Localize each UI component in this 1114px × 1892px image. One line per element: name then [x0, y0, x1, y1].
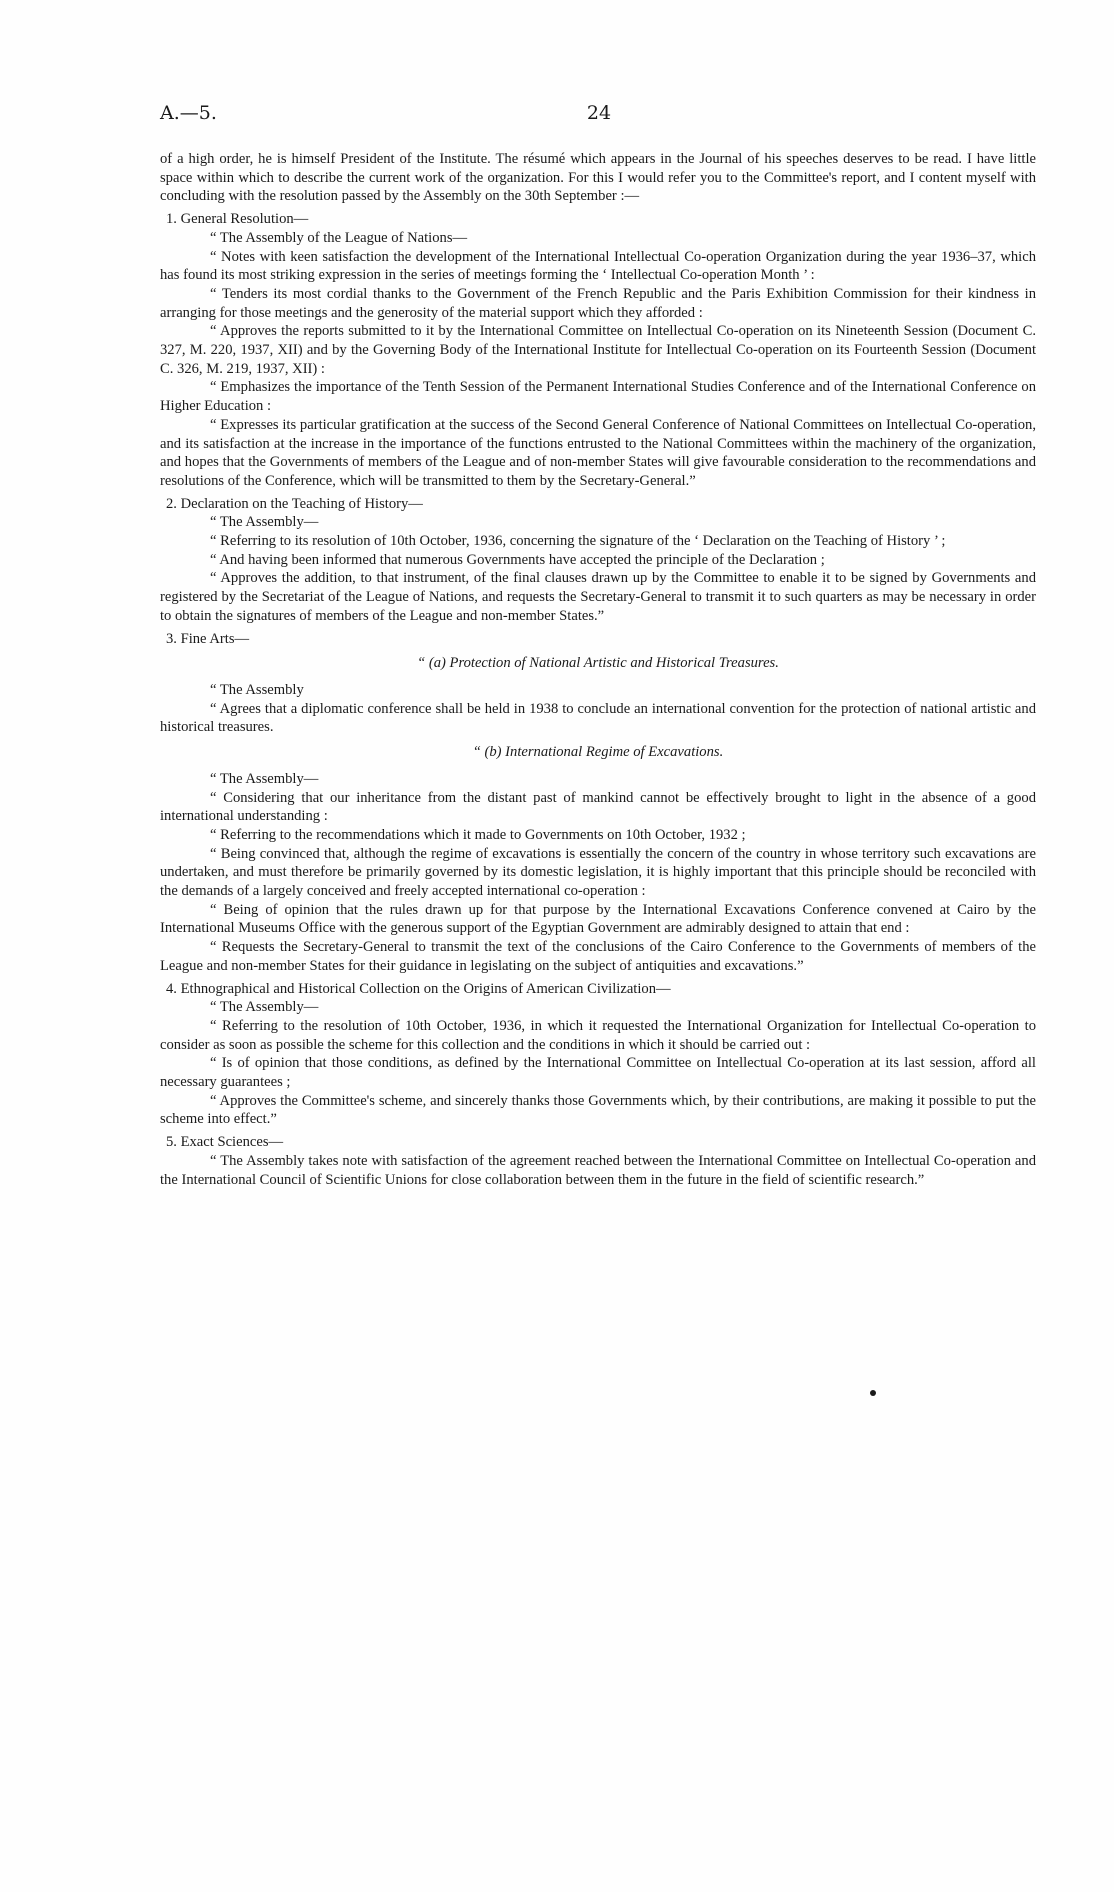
paragraph: “ Approves the addition, to that instrument, of the final clauses drawn up by the Committee to enable it to be signed by Governments and registered by the Secretariat of the League of Nations, and requests the Secretary-General to transmit it to such quarters as may be necessary in order to obtain the signatures of members of the League and non-member States.” — [160, 570, 1036, 624]
paragraph: “ Approves the Committee's scheme, and sincerely thanks those Governments which, by their contributions, are making it possible to put the scheme into effect.” — [160, 1092, 1036, 1128]
paragraph: “ And having been informed that numerous Governments have accepted the principle of the Declaration ; — [210, 551, 825, 568]
ink-dot-mark — [870, 1390, 876, 1396]
paragraph: “ Being of opinion that the rules drawn up for that purpose by the International Excavations Conference convened at Cairo by the International Museums Office with the generous support of the Egyptian Government are admirably designed to attain that end : — [160, 901, 1036, 937]
section-heading: 3. Fine Arts— — [166, 630, 250, 647]
paragraph: “ The Assembly— — [210, 770, 319, 787]
paragraph: “ The Assembly takes note with satisfaction of the agreement reached between the International Committee on Intellectual Co-operation and the International Council of Scientific Unions for close collaboration between them in the future in the field of scientific research.” — [160, 1152, 1036, 1188]
page-body — [160, 150, 1036, 1189]
paragraph: “ The Assembly — [210, 681, 304, 698]
paragraph: “ Referring to the recommendations which it made to Governments on 10th October, 1932 ; — [210, 826, 746, 843]
paragraph: “ The Assembly— — [210, 999, 319, 1016]
paragraph: “ Expresses its particular gratification at the success of the Second General Conference of National Committees on Intellectual Co-operation, and its satisfaction at the increase in the importance of the functions entrusted to the National Committees within the machinery of the organization, and hopes that the Governments of members of the League and of non-member States will give favourable consideration to the recommendations and resolutions of the Conference, which will be transmitted to them by the Secretary-General.” — [160, 416, 1036, 489]
section-heading: 5. Exact Sciences— — [166, 1134, 284, 1151]
paragraph: “ Considering that our inheritance from the distant past of mankind cannot be effectively brought to light in the absence of a good international understanding : — [160, 789, 1036, 825]
paragraph: “ Referring to its resolution of 10th October, 1936, concerning the signature of the ‘ Declaration on the Teaching of History ’ ; — [210, 533, 946, 550]
subsection-heading: “ (b) International Regime of Excavations. — [472, 744, 724, 761]
page-number: 24 — [586, 102, 612, 124]
paragraph: “ Referring to the resolution of 10th October, 1936, in which it requested the International Organization for Intellectual Co-operation to consider as soon as possible the scheme for this collection and the conditions in which it should be carried out : — [160, 1017, 1036, 1053]
paragraph: “ Being convinced that, although the regime of excavations is essentially the concern of the country in whose territory such excavations are undertaken, and must therefore be primarily governed by its domestic legislation, it is highly important that this principle should be reconciled with the demands of a largely conceived and freely accepted international co-operation : — [160, 845, 1036, 900]
page-header — [160, 102, 1038, 128]
intro-paragraph: of a high order, he is himself President of the Institute. The résumé which appears in the Journal of his speeches deserves to be read. I have little space within which to describe the current work of the organization. For this I would refer you to the Committee's report, and I content myself with concluding with the resolution passed by the Assembly on the 30th September :— — [160, 151, 1036, 205]
paragraph: “ Is of opinion that those conditions, as defined by the International Committee on Intellectual Co-operation at its last session, afford all necessary guarantees ; — [160, 1055, 1036, 1091]
paragraph: “ Emphasizes the importance of the Tenth Session of the Permanent International Studies Conference and of the International Conference on Higher Education : — [160, 379, 1036, 415]
subsection-heading: “ (a) Protection of National Artistic and Historical Treasures. — [417, 655, 779, 672]
section-heading: 1. General Resolution— — [166, 211, 309, 228]
document-reference: A.—5. — [160, 102, 217, 124]
section-heading: 2. Declaration on the Teaching of History— — [166, 495, 423, 512]
paragraph: “ Approves the reports submitted to it by the International Committee on Intellectual Co-operation on its Nineteenth Session (Document C. 327, M. 220, 1937, XII) and by the Governing Body of the International Institute for Intellectual Co-operation on its Fourteenth Session (Document C. 326, M. 219, 1937, XII) : — [160, 323, 1036, 377]
paragraph: “ Agrees that a diplomatic conference shall be held in 1938 to conclude an international convention for the protection of national artistic and historical treasures. — [160, 700, 1036, 736]
paragraph: “ Tenders its most cordial thanks to the Government of the French Republic and the Paris Exhibition Commission for their kindness in arranging for those meetings and the generosity of the material support which they afforded : — [160, 285, 1036, 321]
paragraph: “ The Assembly— — [210, 514, 319, 531]
section-heading: 4. Ethnographical and Historical Collection on the Origins of American Civilization— — [166, 980, 671, 997]
paragraph: “ The Assembly of the League of Nations— — [210, 229, 468, 246]
paragraph: “ Notes with keen satisfaction the development of the International Intellectual Co-operation Organization during the year 1936–37, which has found its most striking expression in the series of meetings forming the ‘ Intellectual Co-operation Month ’ : — [160, 248, 1036, 284]
paragraph: “ Requests the Secretary-General to transmit the text of the conclusions of the Cairo Conference to the Governments of members of the League and non-member States for their guidance in legislating on the subject of antiquities and excavations.” — [160, 939, 1036, 974]
